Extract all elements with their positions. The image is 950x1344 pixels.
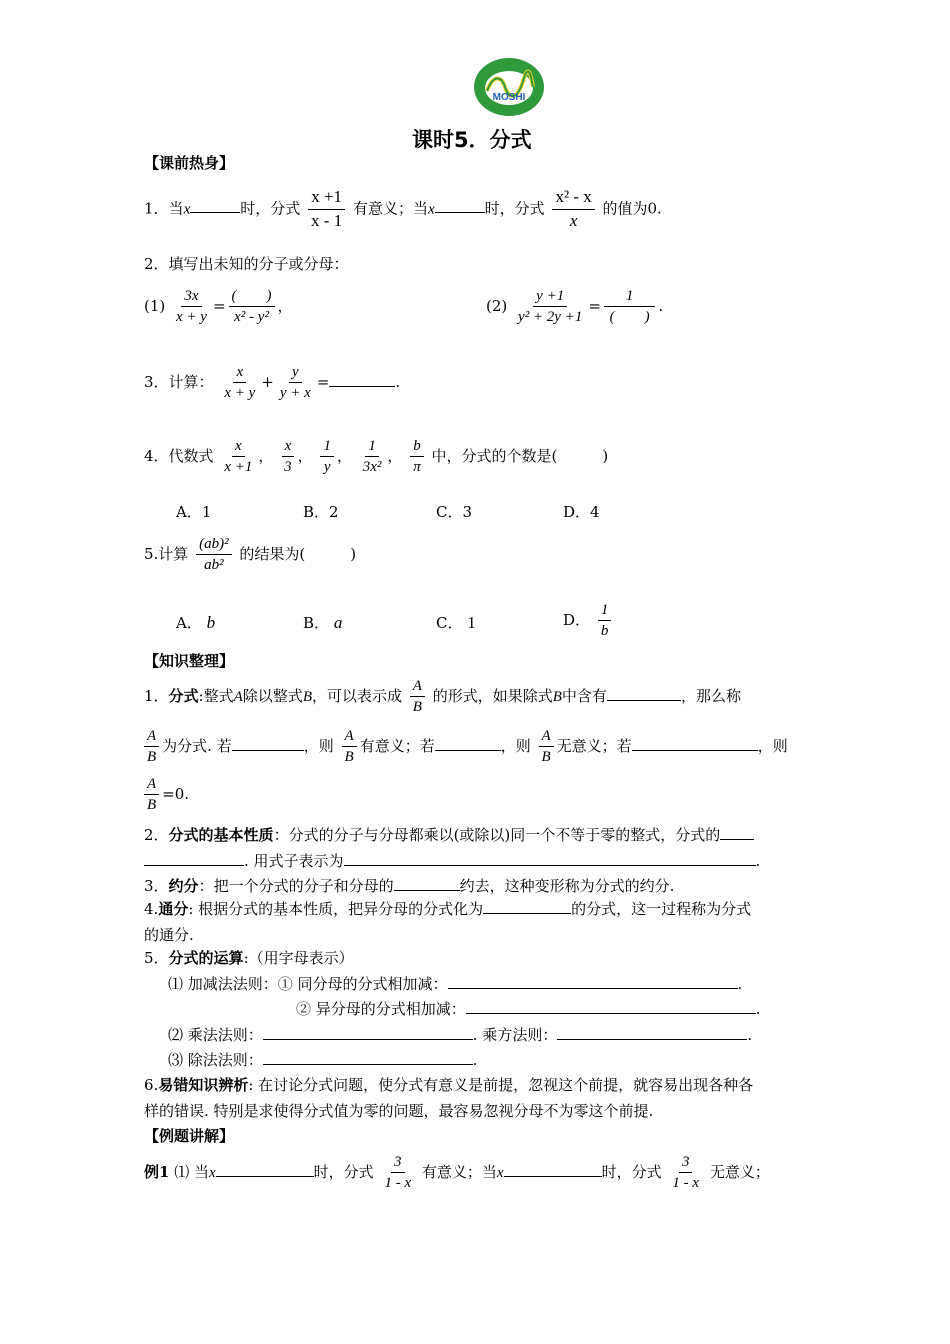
q5-option-c: C． 1 bbox=[436, 613, 476, 632]
fraction-q3-2: $\frac{y}{y + x}$ bbox=[279, 364, 311, 402]
question-2b: (2) $\frac{y +1}{\text{y² + 2y +1}}$ = $\frac{1}{( )}$ . bbox=[486, 286, 663, 328]
fraction-q5-option-d: $\frac{1}{b}$ bbox=[598, 600, 612, 642]
knowledge-4: 4.通分: 根据分式的基本性质，把异分母的分式化为 的分式，这一过程称为分式 的通分. bbox=[144, 900, 752, 944]
q4-option-c: C．3 bbox=[436, 503, 473, 521]
example-1: 例1 ⑴ 当x 时，分式 $\frac{3}{1 - x}$ 有意义；当x 时，分式 $\frac{3}{1 - x}$ 无意义； bbox=[144, 1152, 770, 1194]
fraction-a-over-b: $\frac{A}{B}$ bbox=[144, 726, 159, 768]
question-2a: (1) $\frac{3x}{x + y}$ = $\frac{( )}{\text{x² - y²}}$ ， bbox=[144, 286, 293, 328]
school-logo bbox=[473, 57, 545, 117]
fraction-q1-2: $\frac{\text{x² - x}}{x}$ bbox=[552, 186, 594, 233]
knowledge-1-line3: $\frac{A}{B}$ =0. bbox=[144, 774, 189, 816]
section-warmup-heading: 【课前热身】 bbox=[144, 154, 235, 172]
question-2-prompt: 2．填写出未知的分子或分母： bbox=[144, 255, 349, 273]
fraction-q5: $\frac{\text{(ab)²}}{\text{ab²}}$ bbox=[196, 534, 232, 576]
question-3: 3．计算： $\frac{x}{x + y}$ + $\frac{y}{y + x}$ = . bbox=[144, 362, 400, 404]
knowledge-5-rule-3: ⑵ 乘法法则： . 乘方法则： . bbox=[168, 1026, 753, 1044]
knowledge-5-rule-1: ⑴ 加减法法则：① 同分母的分式相加减： . bbox=[168, 975, 743, 993]
q4-option-b: B．2 bbox=[303, 503, 339, 521]
q5-option-b: B． a bbox=[303, 613, 343, 632]
fraction-a-over-b: $\frac{A}{B}$ bbox=[342, 726, 357, 768]
fraction-q4-5: $\frac{b}{\pi}$ bbox=[410, 436, 424, 478]
section-knowledge-heading: 【知识整理】 bbox=[144, 652, 235, 670]
question-4: 4．代数式 $\frac{x}{x +1}$ ， $\frac{x}{3}$ ， $\frac{1}{y}$ ， $\frac{1}{\text{3x²}}$ ， $\frac{b}{\pi}$ 中，分式的个数是( ) bbox=[144, 436, 608, 478]
fraction-q4-4: $\frac{1}{\text{3x²}}$ bbox=[362, 438, 382, 476]
q4-option-d: D．4 bbox=[563, 503, 600, 521]
logo-main-text: MOSHI bbox=[492, 92, 526, 103]
fraction-q2a-right: $\frac{( )}{\text{x² - y²}}$ bbox=[229, 286, 275, 328]
q5-option-d: D． $\frac{1}{b}$ bbox=[563, 600, 614, 642]
knowledge-2: 2．分式的基本性质：分式的分子与分母都乘以(或除以)同一个不等于零的整式，分式的 . 用式子表示为 . bbox=[144, 826, 761, 870]
fraction-q4-1: $\frac{x}{x +1}$ bbox=[224, 438, 253, 476]
question-5: 5.计算 $\frac{\text{(ab)²}}{\text{ab²}}$ 的结果为( ) bbox=[144, 534, 356, 576]
knowledge-1-line1: 1．分式:整式A除以整式B，可以表示成 $\frac{A}{B}$ 的形式，如果除式B中含有 ，那么称 bbox=[144, 676, 741, 718]
knowledge-6: 6.易错知识辨析: 在讨论分式问题，使分式有意义是前提，忽视这个前提，就容易出现各种各 样的错误. 特别是求使得分式值为零的问题，最容易忽视分母不为零这个前提. bbox=[144, 1076, 754, 1120]
fraction-q2a-left: $\frac{3x}{x + y}$ bbox=[176, 288, 207, 326]
fraction-q1-1: $\frac{x +1}{x - 1}$ bbox=[308, 186, 345, 233]
fraction-q4-3: $\frac{1}{y}$ bbox=[320, 436, 334, 478]
fraction-q2b-right: $\frac{1}{( )}$ bbox=[604, 286, 656, 328]
page-title: 课时5．分式 bbox=[412, 128, 532, 152]
fraction-example-1-a: $\frac{3}{1 - x}$ bbox=[384, 1154, 412, 1192]
knowledge-5-rule-4: ⑶ 除法法则： . bbox=[168, 1051, 478, 1069]
knowledge-1-line2: $\frac{A}{B}$ 为分式. 若 ，则 $\frac{A}{B}$ 有意义；若 ，则 $\frac{A}{B}$ 无意义；若 ，则 bbox=[144, 726, 788, 768]
fraction-q3-1: $\frac{x}{x + y}$ bbox=[224, 364, 256, 402]
q5-option-a: A． b bbox=[176, 613, 216, 632]
fraction-a-over-b: $\frac{A}{B}$ bbox=[539, 726, 554, 768]
q4-option-a: A．1 bbox=[176, 503, 212, 521]
fraction-a-over-b: $\frac{A}{B}$ bbox=[410, 676, 425, 718]
fraction-a-over-b: $\frac{A}{B}$ bbox=[144, 774, 159, 816]
knowledge-5: 5．分式的运算:（用字母表示） bbox=[144, 949, 354, 967]
fraction-example-1-b: $\frac{3}{1 - x}$ bbox=[672, 1154, 700, 1192]
question-1: 1．当x 时，分式 $\frac{x +1}{x - 1}$ 有意义；当x 时，分式 $\frac{\text{x² - x}}{x}$ 的值为0. bbox=[144, 186, 662, 233]
section-examples-heading: 【例题讲解】 bbox=[144, 1127, 235, 1145]
knowledge-5-rule-2: ② 异分母的分式相加减： . bbox=[296, 1000, 761, 1018]
fraction-q2b-left: $\frac{y +1}{\text{y² + 2y +1}}$ bbox=[518, 288, 583, 326]
fraction-q4-2: $\frac{x}{3}$ bbox=[281, 436, 295, 478]
knowledge-3: 3．约分：把一个分式的分子和分母的 约去，这种变形称为分式的约分. bbox=[144, 877, 675, 895]
